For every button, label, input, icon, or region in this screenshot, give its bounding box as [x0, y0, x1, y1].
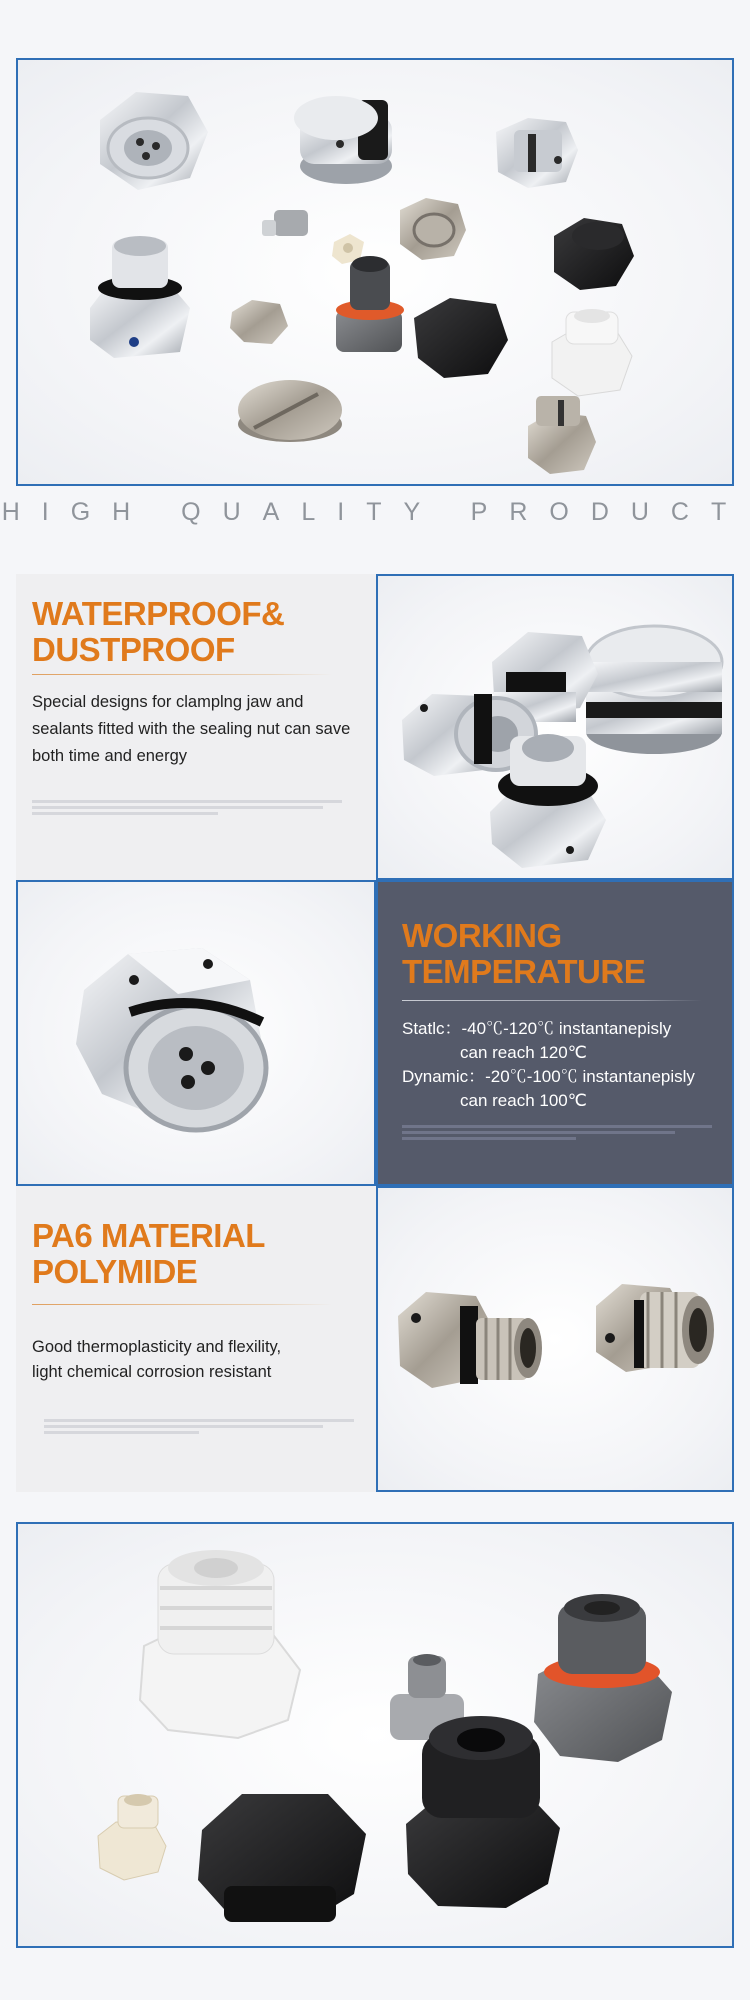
slotted-nickel-cap [238, 380, 342, 442]
temperature-divider [402, 1000, 702, 1001]
aluminum-vent-large [100, 92, 208, 190]
grey-plug-orange-seal-large [534, 1594, 672, 1762]
material-description [32, 1335, 362, 1385]
nickel-vent-plug-left [398, 1292, 542, 1388]
waterproof-heading [32, 596, 362, 668]
material-heading-line1: PA6 MATERIAL [32, 1217, 265, 1254]
temperature-text-panel [376, 880, 734, 1186]
dynamic-temp-line2: can reach 100℃ [460, 1091, 587, 1110]
aluminum-dome-cap [294, 96, 392, 184]
white-nylon-plug-large [140, 1550, 300, 1738]
tagline: HIGH QUALITY PRODUCT [1, 498, 749, 526]
temperature-heading [402, 918, 722, 990]
dynamic-temp-line1: Dynamic：-20℃-100℃ instantanepisly [402, 1067, 695, 1086]
black-nylon-cap [198, 1794, 366, 1922]
material-text-panel [16, 1186, 376, 1492]
aluminum-plug-left [90, 236, 190, 358]
temperature-heading-line2: TEMPERATURE [402, 953, 646, 990]
static-temp-line2: can reach 120℃ [460, 1043, 587, 1062]
temperature-specs [402, 1017, 722, 1113]
white-nylon-plug [552, 309, 632, 396]
waterproof-desc-line1: Special designs for clamplng jaw and [32, 693, 304, 711]
small-nickel-hex [230, 300, 288, 344]
nickel-vent-plugs-photo [376, 1186, 734, 1492]
material-divider [32, 1304, 332, 1305]
black-plug-right [554, 218, 634, 290]
small-grey-plug [262, 210, 308, 236]
nickel-plug-middle [400, 198, 466, 260]
waterproof-fine-print [32, 800, 342, 815]
waterproof-heading-line1: WATERPROOF& [32, 595, 285, 632]
temperature-heading-line1: WORKING [402, 917, 562, 954]
material-heading-line2: POLYMIDE [32, 1253, 198, 1290]
nickel-vent-plug-right [596, 1284, 714, 1372]
nylon-vent-plugs-photo [16, 1522, 734, 1948]
single-hex-vent-plug [76, 948, 266, 1130]
material-fine-print [32, 1419, 354, 1434]
waterproof-divider [32, 674, 332, 675]
waterproof-heading-line2: DUSTPROOF [32, 631, 235, 668]
material-desc-line2: light chemical corrosion resistant [32, 1363, 272, 1381]
waterproof-description [32, 689, 362, 770]
black-hex-cap [414, 298, 508, 378]
black-nylon-plug [406, 1716, 560, 1908]
hex-vent-plug-photo [16, 880, 376, 1186]
beige-nylon-plug-tiny [98, 1794, 166, 1880]
waterproof-desc-line2: sealants fitted with the sealing nut can save [32, 720, 351, 738]
aluminum-vent-plugs-photo [376, 574, 734, 880]
hero-product-photo [16, 58, 734, 486]
grey-plug-orange-seal [336, 256, 404, 352]
material-heading [32, 1218, 362, 1290]
stacked-aluminum-plugs [402, 626, 722, 868]
nickel-vent-bottom-right [528, 396, 596, 474]
temperature-fine-print [402, 1125, 712, 1140]
waterproof-text-panel [16, 574, 376, 880]
waterproof-desc-line3: both time and energy [32, 747, 188, 765]
material-desc-line1: Good thermoplasticity and flexility, [32, 1338, 282, 1356]
aluminum-plug-top-right [496, 118, 578, 188]
static-temp-line1: Statlc：-40℃-120℃ instantanepisly [402, 1019, 672, 1038]
